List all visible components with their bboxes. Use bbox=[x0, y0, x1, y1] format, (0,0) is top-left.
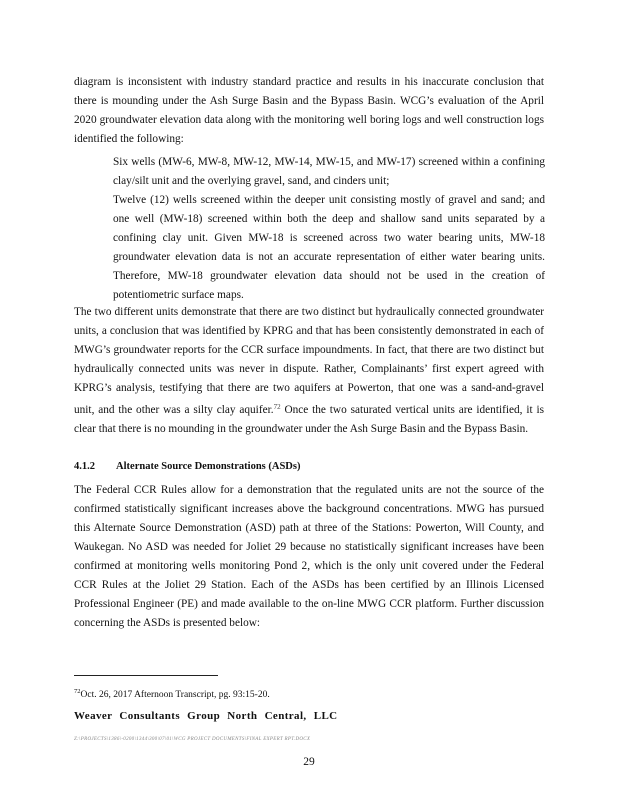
bullet-text: Six wells (MW-6, MW-8, MW-12, MW-14, MW-15, and MW-17) screened within a confining clay/silt unit and the overlying gravel, sand, and cinders unit; bbox=[113, 156, 545, 187]
bullet-item bbox=[90, 153, 546, 191]
section-number: 4.1.2 bbox=[74, 461, 95, 472]
footnote-number: 72 bbox=[74, 688, 81, 695]
footnote-text: Oct. 26, 2017 Afternoon Transcript, pg. 93:15-20. bbox=[80, 690, 270, 701]
footnote-reference[interactable]: 72 bbox=[273, 403, 281, 411]
footnote-divider bbox=[74, 675, 218, 676]
footnote bbox=[74, 685, 544, 702]
bullet-text: Twelve (12) wells screened within the deeper unit consisting mostly of gravel and sand; and one well (MW-18) screened within both the deep and shallow sand units separated by a confining clay unit. Given MW-18 is screened across two water bearing units, MW-18 groundwater elevation data is not an accurate representation of either water bearing units. Therefore, MW-18 groundwater elevation data should not be used in the creation of potentiometric surface maps. bbox=[113, 194, 545, 301]
page-number: 29 bbox=[303, 756, 315, 768]
intro-paragraph: diagram is inconsistent with industry standard practice and results in his inaccurate conclusion that there is mounding under the Ash Surge Basin and the Bypass Basin. WCG’s evaluation of the April 2020 groundwater elevation data along with the monitoring well boring logs and well construction logs identified the following: bbox=[74, 76, 544, 145]
file-path: Z:\PROJECTS\1386\-0200\1344\300\07\01\WCG PROJECT DOCUMENTS\FINAL EXPERT RPT.DOCX bbox=[74, 737, 311, 742]
section-title: Alternate Source Demonstrations (ASDs) bbox=[116, 461, 301, 472]
two-units-text-part2: Once the two saturated vertical units are identified, it is clear that there is no mounding in the groundwater under the Ash Surge Basin and the Bypass Basin. bbox=[74, 404, 544, 435]
two-units-text-part1: The two different units demonstrate that there are two distinct but hydraulically connected groundwater units, a conclusion that was identified by KPRG and that has been consistently demonstrated in each of MWG’s groundwater reports for the CCR surface impoundments. In fact, that there are two distinct but hydraulically connected units was never in dispute. Rather, Complainants’ first expert agreed with KPRG’s analysis, testifying that there are two aquifers at Powerton, that one was a sand-and-gravel unit, and the other was a silty clay aquifer. bbox=[74, 306, 544, 416]
two-units-paragraph bbox=[74, 303, 544, 439]
asd-paragraph: The Federal CCR Rules allow for a demonstration that the regulated units are not the source of the confirmed statistically significant increases above the background concentrations. MWG has pursued this Alternate Source Demonstration (ASD) path at three of the Stations: Powerton, Will County, and Waukegan. No ASD was needed for Joliet 29 because no statistically significant increases have been confirmed at monitoring wells monitoring Pond 2, which is the only unit covered under the Federal CCR Rules at the Joliet 29 Station. Each of the ASDs has been certified by an Illinois Licensed Professional Engineer (PE) and made available to the on-line MWG CCR platform. Further discussion concerning the ASDs is presented below: bbox=[74, 484, 544, 629]
section-heading bbox=[74, 459, 544, 475]
bullet-item bbox=[90, 191, 546, 301]
firm-name: Weaver Consultants Group North Central, LLC bbox=[74, 710, 338, 722]
